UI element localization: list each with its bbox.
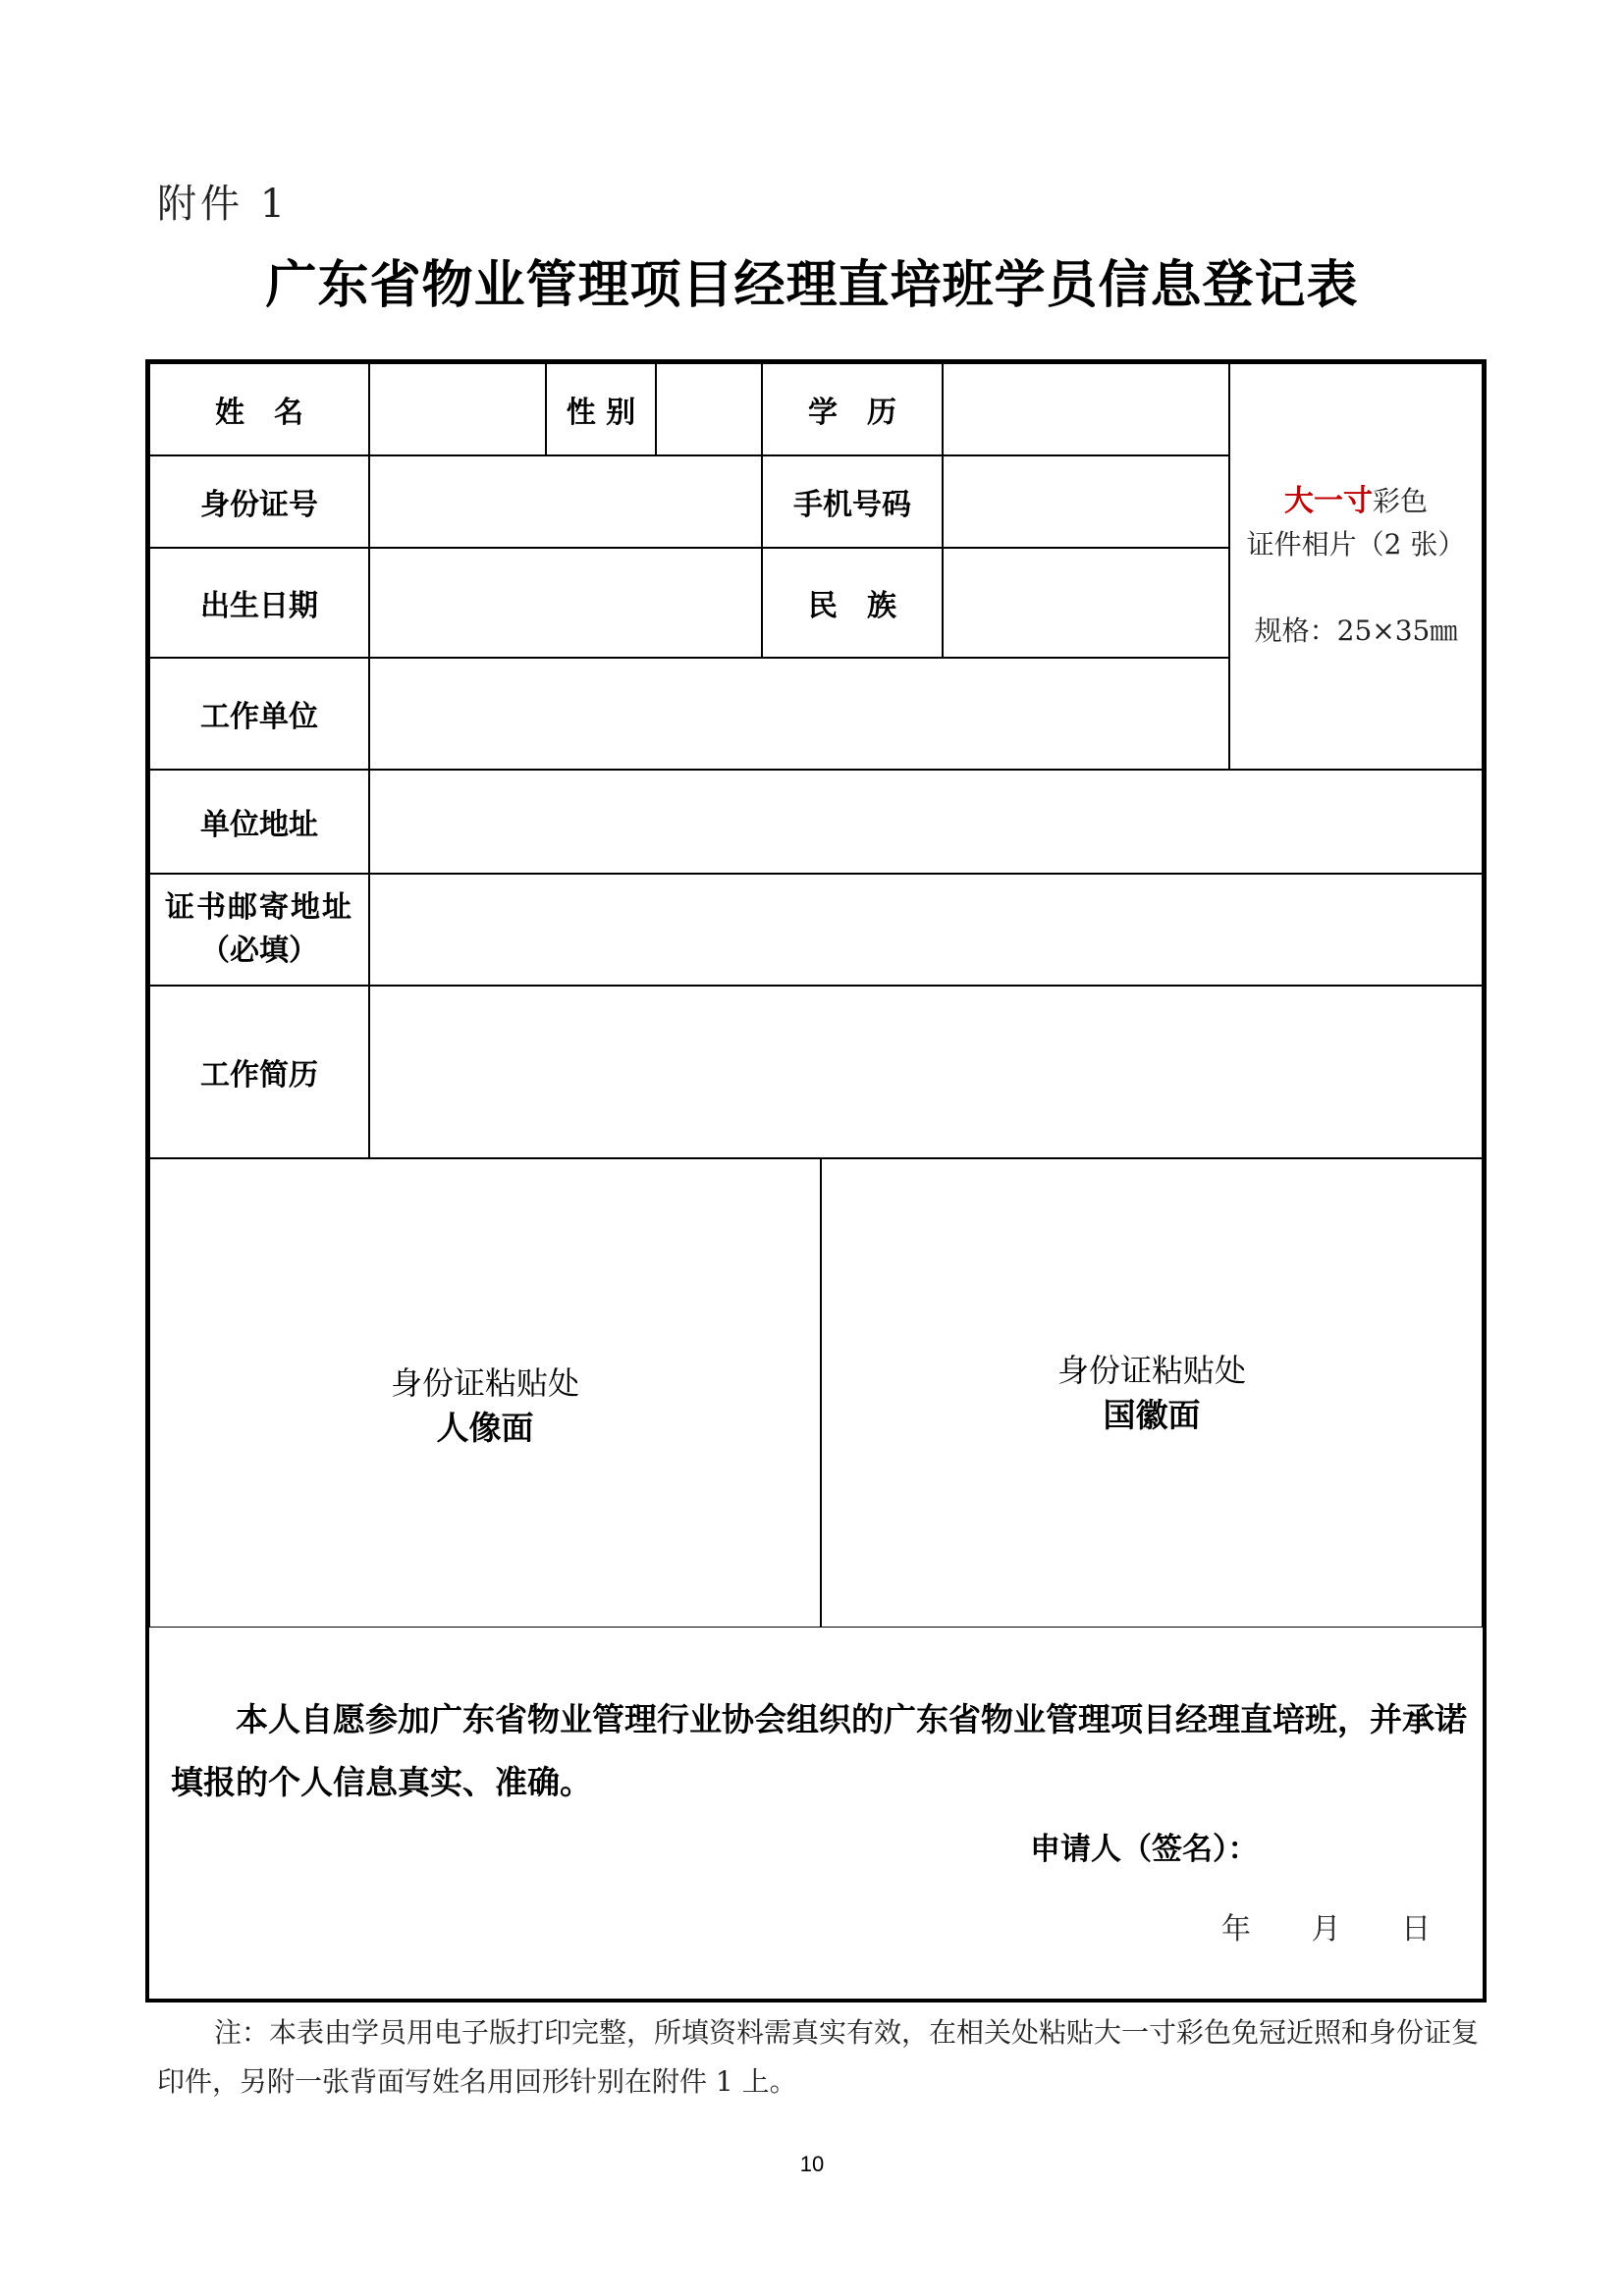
pledge-section [149,1628,1483,1999]
id-front-paste-area[interactable] [149,1158,821,1628]
footer-note: 注：本表由学员用电子版打印完整，所填资料需真实有效，在相关处粘贴大一寸彩色免冠近照和身份证复印件，另附一张背面写姓名用回形针别在附件 1 上。 [157,2016,1480,2098]
id-back-line2: 国徽面 [1103,1396,1201,1434]
page-number: 10 [799,2152,825,2176]
employer-address-field[interactable] [369,770,1483,874]
ethnicity-label: 民 族 [762,548,943,658]
gender-field[interactable] [656,363,762,455]
photo-placeholder[interactable] [1229,363,1483,770]
ethnicity-field[interactable] [943,548,1229,658]
birth-label: 出生日期 [149,548,369,658]
education-label: 学 历 [762,363,943,455]
mail-address-label-text: 证书邮寄地址 [165,890,353,925]
date-line[interactable] [1221,1904,1431,1948]
id-number-label: 身份证号 [149,455,369,548]
date-year: 年 [1221,1912,1251,1947]
work-history-label: 工作简历 [149,986,369,1158]
date-month: 月 [1311,1912,1341,1947]
id-back-line1: 身份证粘贴处 [1056,1352,1246,1389]
birth-field[interactable] [369,548,762,658]
work-history-field[interactable] [369,986,1483,1158]
id-front-line1: 身份证粘贴处 [390,1364,579,1402]
phone-label: 手机号码 [762,455,943,548]
education-field[interactable] [943,363,1229,455]
signature-label[interactable]: 申请人（签名）： [1030,1832,1259,1867]
photo-count: 证件相片（2 张） [1246,528,1466,561]
registration-form [145,359,1487,2002]
employer-field[interactable] [369,658,1229,770]
mail-address-field[interactable] [369,874,1483,986]
mail-address-label [149,874,369,986]
name-label: 姓 名 [149,363,369,455]
employer-address-label: 单位地址 [149,770,369,874]
gender-label: 性 别 [546,363,656,455]
photo-size-red: 大一寸 [1283,484,1373,518]
mail-address-required: （必填） [200,934,318,968]
photo-size-line [1284,480,1428,523]
name-field[interactable] [369,363,546,455]
id-front-line2: 人像面 [436,1409,534,1447]
annex-label: 附件 1 [157,182,290,227]
photo-color: 彩色 [1372,485,1428,517]
id-number-field[interactable] [369,455,762,548]
photo-spec: 规格：25×35㎜ [1254,614,1458,647]
pledge-text: 本人自愿参加广东省物业管理行业协会组织的广东省物业管理项目经理直培班，并承诺填报的个人信息真实、准确。 [171,1700,1467,1801]
phone-field[interactable] [943,455,1229,548]
id-back-paste-area[interactable] [821,1158,1483,1628]
employer-label: 工作单位 [149,658,369,770]
page-title: 广东省物业管理项目经理直培班学员信息登记表 [265,256,1359,315]
date-day: 日 [1401,1912,1432,1947]
